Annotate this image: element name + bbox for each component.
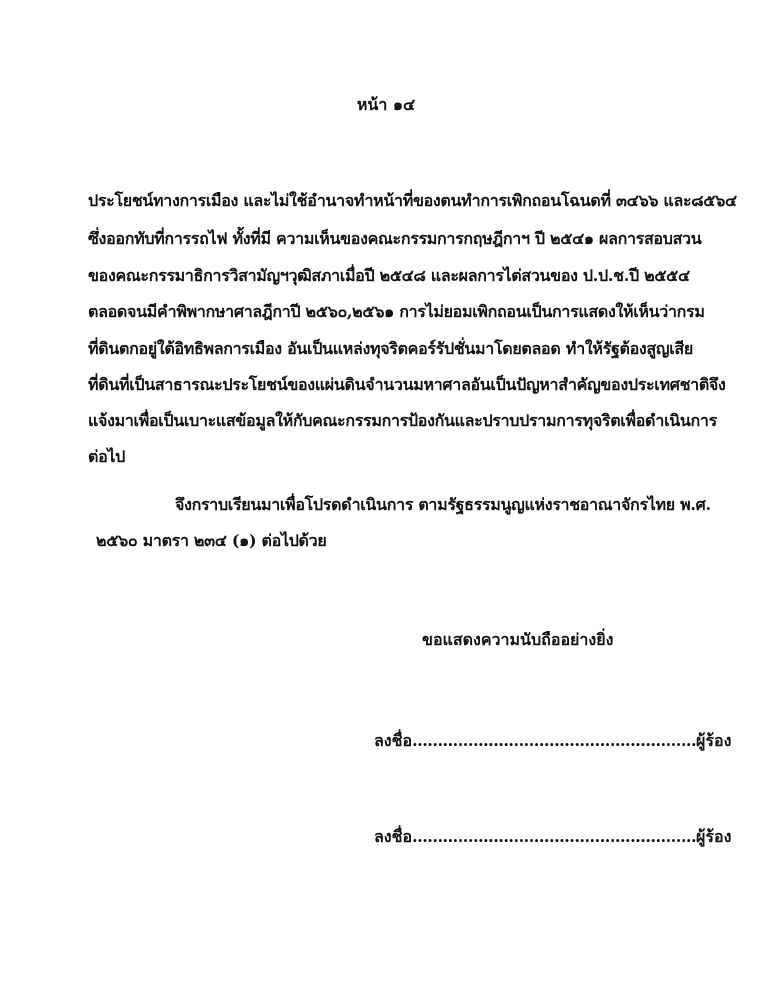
signature-label: ลงชื่อ [374, 731, 413, 750]
signature-label: ลงชื่อ [374, 827, 413, 846]
signature-line-2 [374, 825, 731, 850]
paragraph-line: ๒๕๖๐ มาตรา ๒๓๔ (๑) ต่อไปด้วย [96, 531, 327, 550]
paragraph-line: ของคณะกรรมาธิการวิสามัญฯวุฒิสภาเมื่อปี ๒๕๔๘ และผลการไต่สวนของ ป.ป.ช.ปี ๒๕๕๔ [88, 266, 690, 285]
signature-line-1 [374, 729, 731, 754]
signature-dots: ........................................................ [412, 731, 697, 750]
signature-role: ผู้ร้อง [696, 731, 732, 750]
paragraph-line: แจ้งมาเพื่อเป็นเบาะแสข้อมูลให้กับคณะกรรมการป้องกันและปราบปรามการทุจริตเพื่อดำเนินการ [88, 411, 717, 430]
signature-dots: ........................................................ [412, 827, 697, 846]
paragraph-line: ต่อไป [88, 447, 126, 466]
paragraph-line: ซึ่งออกทับที่การรถไฟ ทั้งที่มี ความเห็นของคณะกรรมการกฤษฎีกาฯ ปี ๒๕๔๑ ผลการสอบสวน [88, 229, 702, 248]
paragraph-line: ประโยชน์ทางการเมือง และไม่ใช้อำนาจทำหน้าที่ของตนทำการเพิกถอนโฉนดที่ ๓๔๖๖ และ๘๕๖๔ [88, 191, 737, 210]
paragraph-line: ตลอดจนมีคำพิพากษาศาลฎีกาปี ๒๕๖๐,๒๕๖๑ การไม่ยอมเพิกถอนเป็นการแสดงให้เห็นว่ากรม [88, 302, 705, 321]
paragraph-line: ที่ดินที่เป็นสาธารณะประโยชน์ของแผ่นดินจำนวนมหาศาลอันเป็นปัญหาสำคัญของประเทศชาติจึง [88, 375, 726, 394]
closing-salutation: ขอแสดงความนับถืออย่างยิ่ง [422, 630, 614, 649]
signature-role: ผู้ร้อง [696, 827, 732, 846]
paragraph-line: ที่ดินตกอยู่ใต้อิทธิพลการเมือง อันเป็นแหล่งทุจริตคอร์รัปชั่นมาโดยตลอด ทำให้รัฐต้องสูญเสีย [88, 339, 693, 358]
paragraph-line: จึงกราบเรียนมาเพื่อโปรดดำเนินการ ตามรัฐธรรมนูญแห่งราชอาณาจักรไทย พ.ศ. [175, 495, 711, 514]
page-number: หน้า ๑๔ [356, 95, 416, 114]
